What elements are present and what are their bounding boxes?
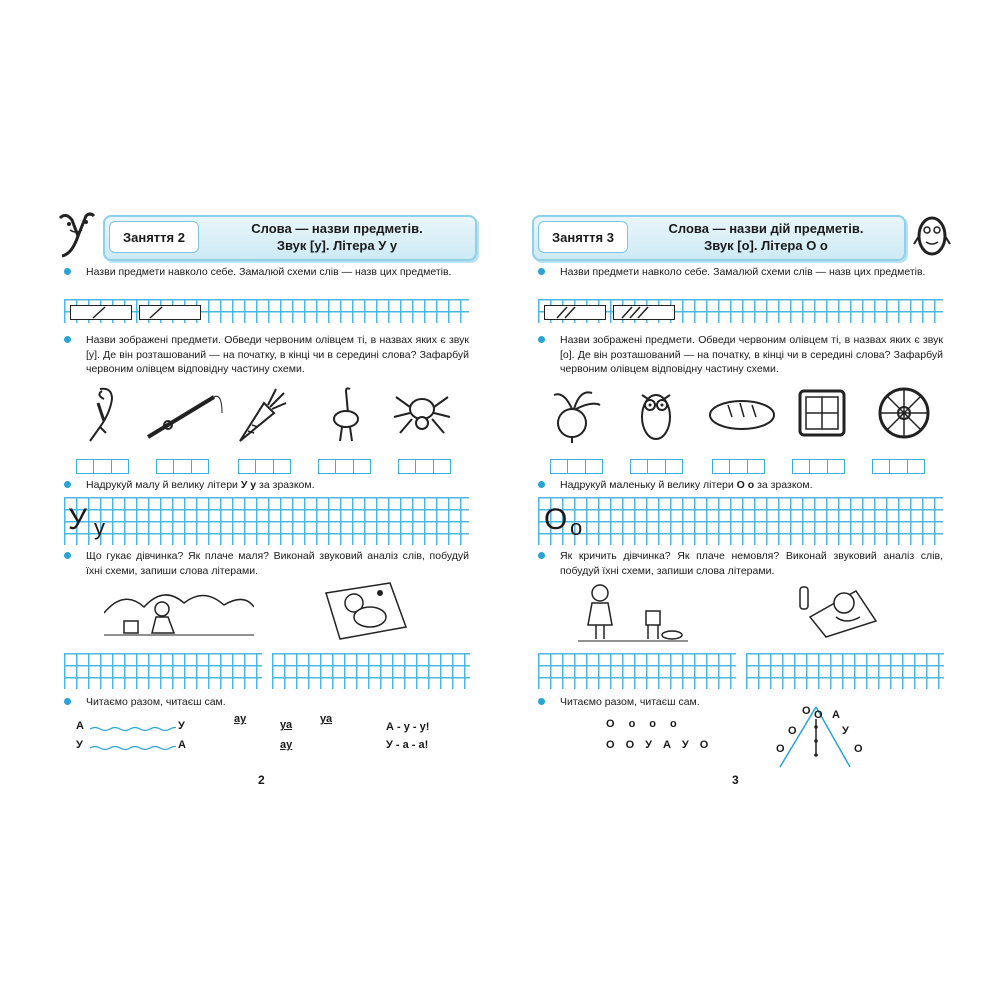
lesson-header	[103, 215, 477, 261]
task-4	[64, 549, 469, 578]
task-1-text: Назви предмети навколо себе. Замалюй схеми слів — назв цих предметів.	[560, 266, 926, 278]
right-page	[532, 205, 952, 805]
task-3-letters: У у	[240, 479, 257, 491]
read-row-1	[606, 718, 677, 730]
lesson-title	[205, 220, 469, 254]
task-3-letters: О о	[736, 479, 755, 491]
sound-boxes[interactable]	[156, 459, 208, 473]
read-letter: О	[606, 739, 615, 751]
page-number: 2	[258, 773, 265, 787]
writing-grid[interactable]	[64, 653, 262, 689]
girl-doll-scene	[578, 581, 688, 643]
title-line-2: Звук [о]. Літера О о	[704, 238, 828, 253]
read-letter: У	[681, 739, 689, 751]
task-4	[538, 549, 943, 578]
letter-o-character-icon	[912, 210, 954, 262]
task-3-text: Надрукуй маленьку й велику літери	[560, 479, 737, 491]
sample-letter-upper: У	[68, 503, 88, 536]
lesson-label: Заняття 3	[538, 221, 628, 253]
sound-boxes[interactable]	[76, 459, 128, 473]
tri-letter: О	[814, 709, 823, 721]
lesson-label: Заняття 2	[109, 221, 199, 253]
sound-boxes[interactable]	[238, 459, 290, 473]
read-letter: У	[76, 739, 83, 751]
waffle-icon	[792, 383, 852, 445]
title-line-1: Слова — назви дій предметів.	[668, 221, 864, 236]
picture-row	[546, 383, 946, 453]
scheme-grid-1[interactable]	[538, 299, 943, 323]
read-letter: А	[76, 720, 84, 732]
task-1	[538, 265, 943, 280]
parrot-icon	[72, 383, 132, 445]
tri-letter: А	[832, 709, 840, 721]
task-1-text: Назви предмети навколо себе. Замалюй схеми слів — назв цих предметів.	[86, 266, 452, 278]
title-line-2: Звук [у]. Літера У у	[276, 238, 398, 253]
word-scheme	[70, 305, 132, 320]
read-letter: А	[178, 739, 186, 751]
writing-grid[interactable]	[64, 497, 469, 545]
spider-icon	[392, 383, 452, 445]
left-page	[58, 205, 478, 805]
word-scheme	[613, 305, 675, 320]
sample-letter-lower: у	[94, 515, 105, 540]
girl-picnic-scene	[104, 583, 254, 641]
task-2	[64, 333, 469, 377]
carrot-icon	[232, 383, 292, 445]
read-letter: о	[628, 718, 636, 730]
tri-letter: О	[802, 705, 811, 717]
task-3-text-end: за зразком.	[256, 479, 315, 491]
bullet-icon	[538, 698, 545, 705]
task-3	[538, 478, 943, 493]
read-letter: У	[645, 739, 652, 751]
wavy-line	[90, 726, 176, 732]
read-call: А - у - у!	[386, 721, 430, 733]
read-letter: о	[649, 718, 657, 730]
task-4-text: Як кричить дівчинка? Як плаче немовля? Виконай звуковий аналіз слів, побудуй їхні схеми, запиши слова літерами.	[560, 550, 943, 577]
task-2-text: Назви зображені предмети. Обведи червоним олівцем ті, в назвах яких є звук [о]. Де він розташований — на початку, в кінці чи в середині слова? Зафарбуй червоним олівцем відповідну частину схеми.	[560, 334, 943, 375]
sound-boxes[interactable]	[398, 459, 450, 473]
sound-boxes[interactable]	[792, 459, 844, 473]
owl-icon	[628, 383, 688, 445]
read-syllable: уа	[280, 719, 293, 731]
scheme-grid-1[interactable]	[64, 299, 469, 323]
writing-grid[interactable]	[538, 653, 736, 689]
bullet-icon	[538, 268, 545, 275]
wavy-line	[90, 745, 176, 751]
task-2-text: Назви зображені предмети. Обведи червоним олівцем ті, в назвах яких є звук [у]. Де він розташований — на початку, в кінці чи в середині слова? Зафарбуй червоним олівцем відповідну частину схеми.	[86, 334, 469, 375]
word-scheme	[139, 305, 201, 320]
baby-bottle-scene	[796, 577, 880, 641]
writing-grid[interactable]	[746, 653, 944, 689]
tri-letter: О	[854, 743, 863, 755]
tri-letter: У	[842, 725, 849, 737]
bullet-icon	[64, 336, 71, 343]
task-3-text: Надрукуй малу й велику літери	[86, 479, 241, 491]
read-row-2	[606, 739, 708, 751]
read-letter: А	[662, 739, 671, 751]
bullet-icon	[64, 268, 71, 275]
read-letter: О	[606, 718, 615, 730]
ostrich-icon	[320, 383, 380, 445]
word-scheme	[544, 305, 606, 320]
sound-boxes[interactable]	[318, 459, 370, 473]
task-4-text: Що гукає дівчинка? Як плаче маля? Виконай звуковий аналіз слів, побудуй їхні схеми, запиши слова літерами.	[86, 550, 469, 577]
sound-boxes[interactable]	[872, 459, 924, 473]
read-call: У - а - а!	[386, 739, 429, 751]
bullet-icon	[538, 481, 545, 488]
bullet-icon	[538, 552, 545, 559]
lesson-title	[634, 220, 898, 254]
sound-boxes[interactable]	[712, 459, 764, 473]
task-1	[64, 265, 469, 280]
writing-grid[interactable]	[272, 653, 470, 689]
writing-grid[interactable]	[538, 497, 943, 545]
fishing-rod-icon	[144, 383, 224, 445]
read-letter: О	[625, 739, 635, 751]
lesson-header	[532, 215, 906, 261]
page-number: 3	[732, 773, 739, 787]
title-line-1: Слова — назви предметів.	[251, 221, 423, 236]
beet-icon	[546, 383, 606, 445]
bullet-icon	[64, 481, 71, 488]
task-3	[64, 478, 469, 493]
bullet-icon	[64, 552, 71, 559]
bullet-icon	[64, 698, 71, 705]
task-5-text: Читаємо разом, читаєш сам.	[560, 696, 700, 708]
sound-boxes[interactable]	[630, 459, 682, 473]
baby-blanket-scene	[320, 579, 410, 641]
sound-boxes[interactable]	[550, 459, 602, 473]
task-5	[538, 695, 943, 710]
task-5-text: Читаємо разом, читаєш сам.	[86, 696, 226, 708]
bullet-icon	[538, 336, 545, 343]
read-letter: У	[178, 720, 185, 732]
read-syllable: ау	[280, 739, 293, 751]
sample-letter-upper: О	[544, 503, 568, 536]
tri-letter: О	[776, 743, 785, 755]
read-letter: О	[699, 739, 709, 751]
read-syllable: уа	[320, 713, 333, 725]
task-3-text-end: за зразком.	[754, 479, 813, 491]
task-5	[64, 695, 469, 710]
read-syllable: ау	[234, 713, 247, 725]
wheel-icon	[874, 383, 934, 445]
tri-letter: О	[788, 725, 797, 737]
letter-u-character-icon	[56, 210, 98, 262]
task-2	[538, 333, 943, 377]
picture-row	[72, 383, 472, 453]
sample-letter-lower: о	[570, 515, 583, 540]
bread-icon	[708, 383, 778, 445]
read-letter: о	[670, 718, 677, 730]
